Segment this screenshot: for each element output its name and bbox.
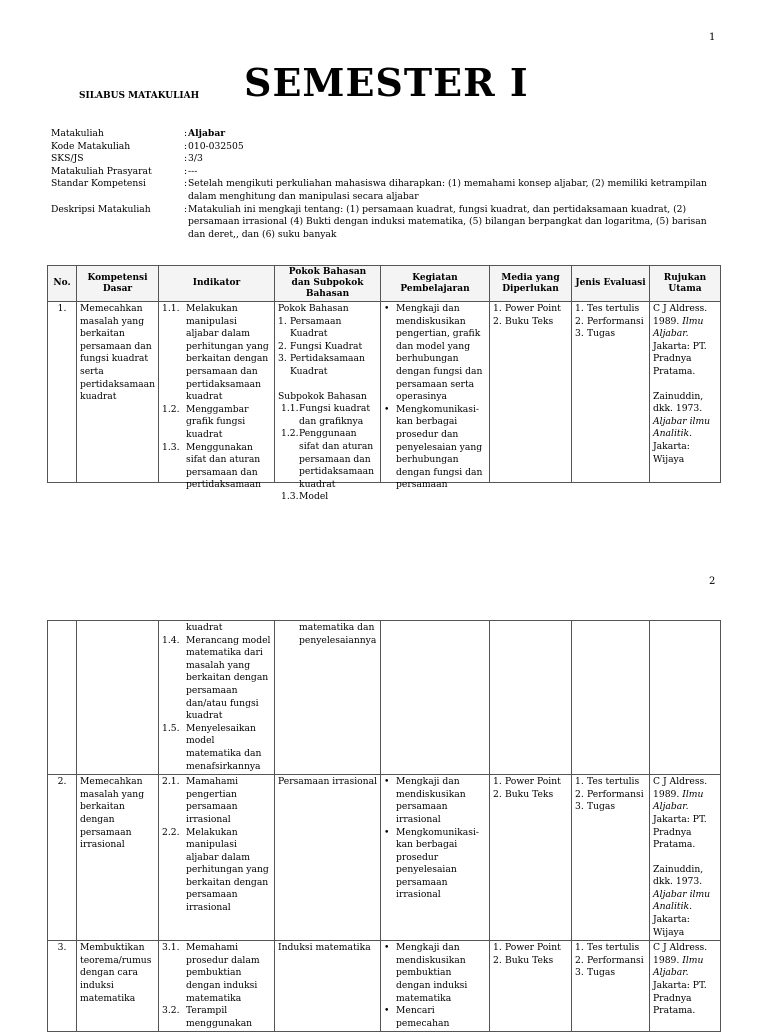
list-item: 3. Tugas xyxy=(575,967,616,979)
header-kegiatan: Kegiatan Pembelajaran xyxy=(381,266,490,302)
info-row: Kode Matakuliah : 010-032505 xyxy=(51,141,721,154)
list-item: • Mengkomunikasi-kan berbagai prosedur penyelesaian persamaan irrasional xyxy=(384,826,480,901)
list-item: 2. Fungsi Kuadrat xyxy=(278,340,363,352)
list-item: 1. Persamaan Kuadrat xyxy=(278,315,342,340)
table-row xyxy=(48,621,721,775)
list-item: • Mengkaji dan mendiskusikan pembuktian dengan induksi matematika xyxy=(384,942,468,1004)
info-value: --- xyxy=(188,165,198,177)
syllabus-label: SILABUS MATAKULIAH xyxy=(79,91,200,101)
rujukan-cell: C J Aldress. 1989. Ilmu Aljabar. Jakarta: PT. Pradnya Pratama. xyxy=(650,941,721,1032)
kompetensi-dasar-cell: Memecahkan masalah yang berkaitan dengan persamaan irrasional xyxy=(77,775,159,941)
list-item: 1. Tes tertulis xyxy=(575,303,640,314)
list-item: • Mengkaji dan mendiskusikan pengertian, grafik dan model yang berhubungan dengan fungsi dan persamaan serta operasinya xyxy=(384,303,483,403)
info-value: Aljabar xyxy=(188,128,226,139)
list-item: 1. Power Point xyxy=(493,303,561,314)
list-item: 3. Pertidaksamaan Kuadrat xyxy=(278,353,365,377)
list-item: 1.3. Menggunakan sifat dan aturan persamaan dan pertidaksamaan xyxy=(162,441,262,491)
kompetensi-dasar-cell: Membuktikan teorema/rumus dengan cara induksi matematika xyxy=(77,941,159,1032)
syllabus-table-page-1 xyxy=(47,265,721,503)
list-item: • Mengkomunikasi-kan berbagai prosedur dan penyelesaian yang berhubungan dengan fungsi dan persamaan xyxy=(384,403,483,491)
pokok-bahasan-cell: Persamaan irrasional xyxy=(275,775,381,941)
evaluasi-cell xyxy=(572,302,650,483)
list-item: 2. Buku Teks xyxy=(493,954,554,966)
kegiatan-cell xyxy=(381,302,490,491)
pokok-bahasan-cell xyxy=(275,302,381,503)
table-header-row xyxy=(48,266,721,302)
row-number: 3. xyxy=(48,941,77,1032)
row-number: 1. xyxy=(48,302,77,483)
kegiatan-cell xyxy=(381,941,490,1032)
list-item: 3. Tugas xyxy=(575,328,616,340)
list-item: 2. Buku Teks xyxy=(493,315,554,327)
syllabus-table-page-2 xyxy=(47,620,721,1032)
list-item: 2.2. Melakukan manipulasi aljabar dalam perhitungan yang berkaitan dengan persamaan irrasional xyxy=(162,826,269,914)
list-item: 2.1. Mamahami pengertian persamaan irrasional xyxy=(162,776,239,825)
list-item: 1. Tes tertulis xyxy=(575,776,640,788)
info-row: Deskripsi Matakuliah : Matakuliah ini mengkaji tentang: (1) persamaan kuadrat, fungsi kuadrat, dan pertidaksamaan kuadrat, (2) persamaan irrasional (4) Bukti dengan induksi matematika, (5) bilangan berpangkat dan logaritma, (5) barisan dan deret,, dan (6) suku banyak xyxy=(51,204,721,242)
info-label: Kode Matakuliah xyxy=(51,140,131,152)
list-item: 2. Buku Teks xyxy=(493,788,554,800)
info-label: SKS/JS xyxy=(51,153,84,165)
page-number: 2 xyxy=(709,576,716,587)
indikator-cell xyxy=(159,302,275,491)
kompetensi-dasar-cell: Memecahkan masalah yang berkaitan persamaan dan fungsi kuadrat serta pertidaksamaan kuadrat xyxy=(77,302,159,483)
list-item: 1.2. Menggambar grafik fungsi kuadrat xyxy=(162,403,249,440)
pokok-bahasan-cell: matematika dan penyelesaiannya xyxy=(275,621,381,775)
list-item: 1.3. Model xyxy=(281,491,329,503)
list-item: 1.1. Melakukan manipulasi aljabar dalam perhitungan yang berkaitan dengan persamaan dan pertidaksamaan kuadrat xyxy=(162,303,269,403)
header-evaluasi: Jenis Evaluasi xyxy=(572,266,650,302)
info-row: Matakuliah Prasyarat : --- xyxy=(51,166,721,179)
indikator-cell xyxy=(159,775,275,941)
media-cell xyxy=(490,941,572,1032)
list-item: 2. Performansi xyxy=(575,315,644,327)
list-item: 3.2. Terampil menggunakan xyxy=(162,1005,253,1029)
list-item: 1.2. Penggunaan sifat dan aturan persamaan dan pertidaksamaan kuadrat xyxy=(281,428,375,490)
info-label: Standar Kompetensi xyxy=(51,178,146,190)
indikator-cell: kuadrat 1.4. Merancang model matematika dari masalah yang berkaitan dengan persamaan dan/atau fungsi kuadrat 1.5. Menyelesaikan model matematika dan menafsirkannya xyxy=(159,621,275,775)
list-item: 3.1. Memahami prosedur dalam pembuktian dengan induksi matematika xyxy=(162,942,260,1004)
row-number: 2. xyxy=(48,775,77,941)
list-item: • Mengkaji dan mendiskusikan persamaan irrasional xyxy=(384,776,466,825)
pokok-bahasan-cell: Induksi matematika xyxy=(275,941,381,1032)
info-label: Matakuliah Prasyarat xyxy=(51,165,152,177)
list-item: 2. Performansi xyxy=(575,954,644,966)
list-item: 1. Power Point xyxy=(493,942,561,954)
list-item: 1.1. Fungsi kuadrat dan grafiknya xyxy=(281,403,371,427)
subpokok-title: Subpokok Bahasan xyxy=(278,390,367,402)
info-label: Matakuliah xyxy=(51,128,104,139)
table-row xyxy=(48,941,721,1032)
info-row: SKS/JS : 3/3 xyxy=(51,153,721,166)
evaluasi-cell xyxy=(572,941,650,1032)
pokok-title: Pokok Bahasan xyxy=(278,303,349,314)
rujukan-cell: C J Aldress. 1989. Ilmu Aljabar. Jakarta: PT. Pradnya Pratama. Zainuddin, dkk. 1973. Aljabar ilmu Analitik. Jakarta: Wijaya xyxy=(650,302,721,483)
list-item: 3. Tugas xyxy=(575,801,616,813)
media-cell xyxy=(490,302,572,483)
list-item: 2. Performansi xyxy=(575,788,644,800)
info-row: Standar Kompetensi : Setelah mengikuti perkuliahan mahasiswa diharapkan: (1) memahami konsep aljabar, (2) memiliki ketrampilan dalam menghitung dan manipulasi secara aljabar xyxy=(51,178,721,203)
indikator-cell xyxy=(159,941,275,1032)
header-media: Media yang Diperlukan xyxy=(490,266,572,302)
header-pokok-bahasan: Pokok Bahasan dan Subpokok Bahasan xyxy=(275,266,381,302)
course-info xyxy=(51,128,721,241)
list-item: 1. Tes tertulis xyxy=(575,942,640,954)
header-kompetensi-dasar: Kompetensi Dasar xyxy=(77,266,159,302)
rujukan-cell: C J Aldress. 1989. Ilmu Aljabar. Jakarta: PT. Pradnya Pratama. Zainuddin, dkk. 1973. Aljabar ilmu Analitik. Jakarta: Wijaya xyxy=(650,775,721,941)
header-indikator: Indikator xyxy=(159,266,275,302)
info-label: Deskripsi Matakuliah xyxy=(51,203,151,215)
media-cell xyxy=(490,775,572,941)
list-item: 1. Power Point xyxy=(493,776,561,788)
info-value: Matakuliah ini mengkaji tentang: (1) persamaan kuadrat, fungsi kuadrat, dan pertidaksamaan kuadrat, (2) persamaan irrasional (4) Bukti dengan induksi matematika, (5) bilangan berpangkat dan logaritma, (5) barisan dan deret,, dan (6) suku banyak xyxy=(188,203,707,240)
header-no: No. xyxy=(48,266,77,302)
info-value: 3/3 xyxy=(188,153,203,165)
list-item: 1.5. Menyelesaikan model matematika dan menafsirkannya xyxy=(162,722,262,772)
info-value: 010-032505 xyxy=(188,140,244,152)
evaluasi-cell xyxy=(572,775,650,941)
page-number: 1 xyxy=(709,32,716,43)
header-rujukan: Rujukan Utama xyxy=(650,266,721,302)
list-item: • Mencari pemecahan xyxy=(384,1005,450,1029)
table-row xyxy=(48,775,721,941)
info-row: Matakuliah : Aljabar xyxy=(51,128,721,141)
semester-title: SEMESTER I xyxy=(244,60,529,105)
kegiatan-cell xyxy=(381,775,490,941)
table-row xyxy=(48,302,721,483)
info-value: Setelah mengikuti perkuliahan mahasiswa diharapkan: (1) memahami konsep aljabar, (2) memiliki ketrampilan dalam menghitung dan manipulasi secara aljabar xyxy=(188,178,707,202)
list-item: 1.4. Merancang model matematika dari masalah yang berkaitan dengan persamaan dan/atau fungsi kuadrat xyxy=(162,634,271,722)
